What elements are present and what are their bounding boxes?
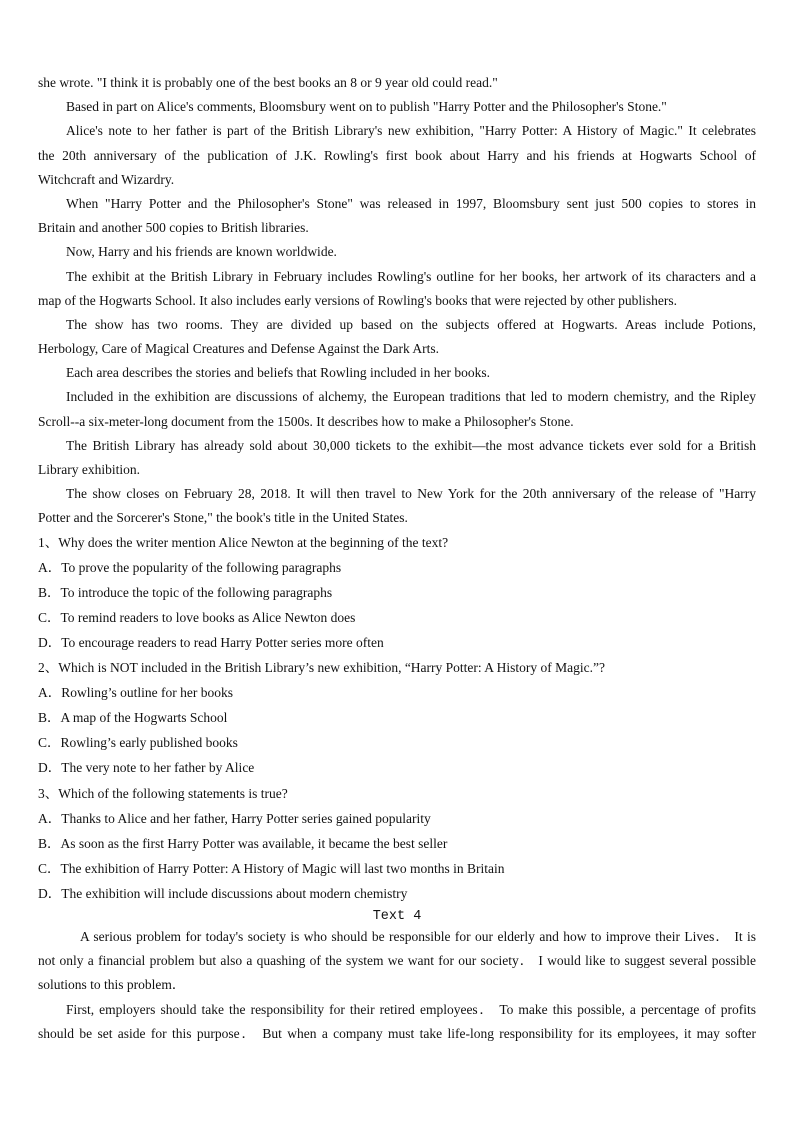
- text-line: should be set aside for this purpose． But when a company must take life-long responsibility for its employees, it may softer: [38, 1025, 756, 1041]
- paragraph: [38, 999, 756, 1047]
- paragraph: [38, 314, 756, 362]
- text-line: The exhibit at the British Library in February includes Rowling's outline for her books, her artwork of its characters and a: [66, 268, 756, 284]
- paragraph: [38, 241, 756, 265]
- question-stem: 1、Why does the writer mention Alice Newton at the beginning of the text?: [38, 534, 449, 550]
- answer-option: C．The exhibition of Harry Potter: A History of Magic will last two months in Britain: [38, 860, 505, 876]
- paragraph: [38, 483, 756, 531]
- paragraph: [38, 193, 756, 241]
- text-line: Scroll--a six-meter-long document from the 1500s. It describes how to make a Philosopher's Stone.: [38, 413, 574, 429]
- answer-option: C．To remind readers to love books as Alice Newton does: [38, 609, 356, 625]
- text-line: Alice's note to her father is part of the British Library's new exhibition, "Harry Potter: A History of Magic." It celebrates: [66, 123, 756, 139]
- answer-option: B．As soon as the first Harry Potter was available, it became the best seller: [38, 835, 448, 851]
- question: [38, 657, 756, 782]
- answer-option: B．A map of the Hogwarts School: [38, 710, 228, 726]
- text-line: solutions to this problem．: [38, 977, 186, 993]
- answer-option: A．Thanks to Alice and her father, Harry Potter series gained popularity: [38, 810, 431, 826]
- text-line: Included in the exhibition are discussions of alchemy, the European traditions that led to modern chemistry, and the Ripley: [66, 389, 756, 405]
- paragraph: [38, 120, 756, 193]
- answer-option: C．Rowling’s early published books: [38, 735, 238, 751]
- text-line: The British Library has already sold about 30,000 tickets to the exhibit—the most advance tickets ever sold for a British: [66, 437, 756, 453]
- text-line: When "Harry Potter and the Philosopher's Stone" was released in 1997, Bloomsbury sent just 500 copies to stores in: [66, 195, 756, 211]
- paragraph: [38, 266, 756, 314]
- passage-text-4: [38, 926, 756, 1047]
- paragraph: [38, 72, 756, 96]
- section-title: Text 4: [372, 908, 422, 924]
- answer-option: D．The very note to her father by Alice: [38, 760, 255, 776]
- question: [38, 783, 756, 908]
- text-line: Each area describes the stories and beliefs that Rowling included in her books.: [66, 365, 490, 381]
- text-line: Now, Harry and his friends are known worldwide.: [66, 244, 337, 260]
- paragraph: [38, 435, 756, 483]
- text-line: The show has two rooms. They are divided up based on the subjects offered at Hogwarts. Areas include Potions,: [66, 316, 756, 332]
- question-list: [38, 532, 756, 908]
- question-stem: 2、Which is NOT included in the British Library’s new exhibition, “Harry Potter: A History of Magic.”?: [38, 660, 606, 676]
- question-stem: 3、Which of the following statements is true?: [38, 785, 288, 801]
- text-line: the 20th anniversary of the publication of J.K. Rowling's first book about Harry and his friends at Hogwarts School of: [38, 147, 756, 163]
- paragraph: [38, 362, 756, 386]
- paragraph: [38, 926, 756, 999]
- paragraph: [38, 96, 756, 120]
- passage-text-3: [38, 72, 756, 532]
- text-line: map of the Hogwarts School. It also includes early versions of Rowling's books that were rejected by other publishers.: [38, 292, 678, 308]
- text-line: Britain and another 500 copies to British libraries.: [38, 220, 309, 236]
- paragraph: [38, 386, 756, 434]
- text-line: A serious problem for today's society is who should be responsible for our elderly and how to improve their Lives． It is: [80, 928, 756, 944]
- text-line: Based in part on Alice's comments, Bloomsbury went on to publish "Harry Potter and the Philosopher's Stone.": [66, 99, 667, 115]
- answer-option: D．The exhibition will include discussions about modern chemistry: [38, 885, 408, 901]
- document-page: [38, 72, 756, 1047]
- text-line: Library exhibition.: [38, 462, 140, 477]
- answer-option: A．To prove the popularity of the following paragraphs: [38, 559, 342, 575]
- answer-option: A．Rowling’s outline for her books: [38, 685, 233, 701]
- text-line: The show closes on February 28, 2018. It will then travel to New York for the 20th anniversary of the release of "Harry: [66, 486, 756, 502]
- text-line: Potter and the Sorcerer's Stone," the book's title in the United States.: [38, 510, 408, 526]
- text-line: not only a financial problem but also a quashing of the system we want for our society． I would like to suggest several possible: [38, 953, 756, 969]
- text-line: she wrote. "I think it is probably one of the best books an 8 or 9 year old could read.": [38, 75, 498, 90]
- answer-option: B．To introduce the topic of the following paragraphs: [38, 584, 333, 600]
- question: [38, 532, 756, 657]
- text-line: First, employers should take the responsibility for their retired employees． To make this possible, a percentage of profits: [66, 1001, 756, 1017]
- answer-option: D．To encourage readers to read Harry Potter series more often: [38, 634, 384, 650]
- text-line: Herbology, Care of Magical Creatures and Defense Against the Dark Arts.: [38, 341, 439, 357]
- text-line: Witchcraft and Wizardry.: [38, 171, 175, 187]
